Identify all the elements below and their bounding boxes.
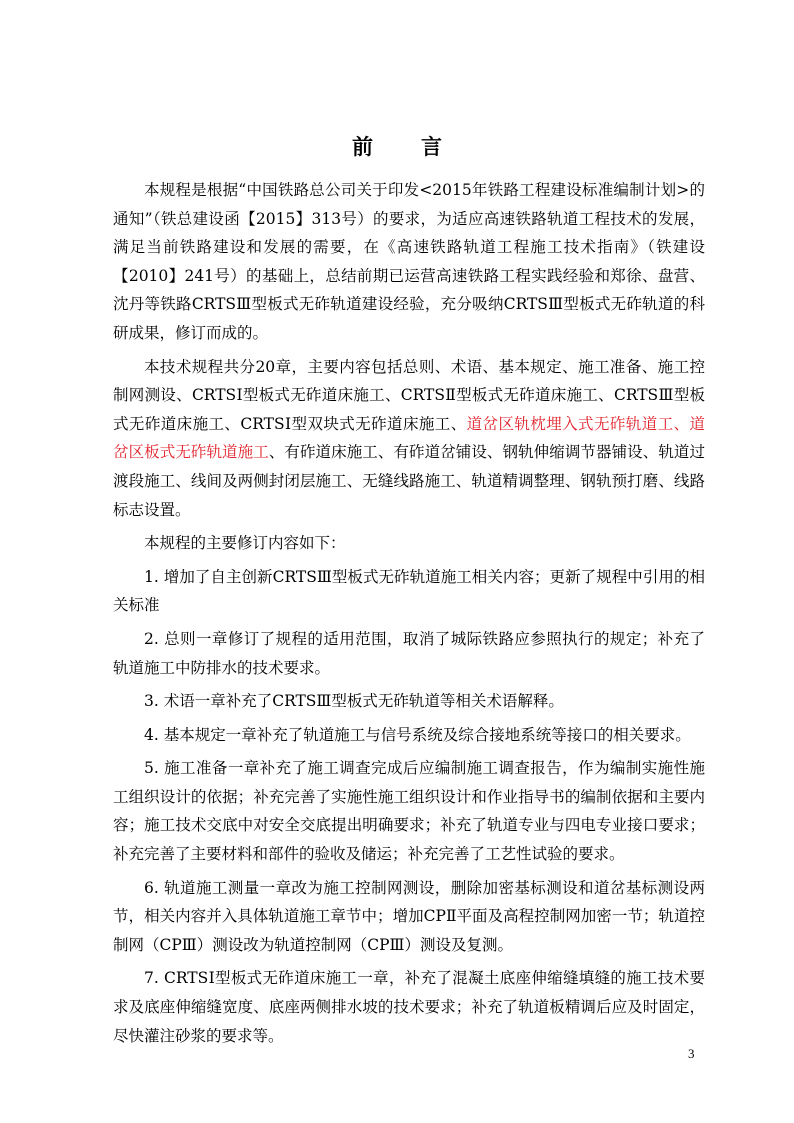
revision-item-4: 4. 基本规定一章补充了轨道施工与信号系统及综合接地系统等接口的相关要求。: [144, 725, 691, 744]
contents-text-b: 、有砟道床施工、有砟道岔铺设、钢轨伸缩调节器铺设、轨道过渡段施工、线间及两侧封闭层施工、无缝线路施工、轨道精调整理、钢轨预打磨、线路标志设置。: [113, 443, 705, 519]
revision-item-2: 2. 总则一章修订了规程的适用范围，取消了城际铁路应参照执行的规定；补充了轨道施工中防排水的技术要求。: [113, 629, 705, 677]
contents-text-a: 本技术规程共分20章，主要内容包括总则、术语、基本规定、施工准备、施工控制网测设、CRTSⅠ型板式无砟道床施工、CRTSⅡ型板式无砟道床施工、CRTSⅢ型板式无砟道床施工、CRTSⅠ型双块式无砟道床施工、: [113, 357, 705, 433]
contents-highlight: 道岔区轨枕埋入式无砟轨道工、道岔区板式无砟轨道施工: [113, 414, 705, 462]
revision-item-7: 7. CRTSⅠ型板式无砟道床施工一章，补充了混凝土底座伸缩缝填缝的施工技术要求及底座伸缩缝宽度、底座两侧排水坡的技术要求；补充了轨道板精调后应及时固定，尽快灌注砂浆的要求等。: [113, 969, 705, 1045]
paragraph-contents: [113, 353, 705, 525]
paragraph-revisions-heading: 本规程的主要修订内容如下：: [144, 534, 346, 553]
revision-item-6: 6. 轨道施工测量一章改为施工控制网测设，删除加密基标测设和道岔基标测设两节，相关内容并入具体轨道施工章节中；增加CPⅡ平面及高程控制网加密一节；轨道控制网（CPⅢ）测设改为轨道控制网（CPⅢ）测设及复测。: [113, 878, 705, 954]
revision-item-1: 1. 增加了自主创新CRTSⅢ型板式无砟轨道施工相关内容；更新了规程中引用的相关标准: [113, 567, 705, 615]
revision-item-3: 3. 术语一章补充了CRTSⅢ型板式无砟轨道等相关术语解释。: [144, 692, 564, 711]
title-char-2: 言: [421, 134, 442, 159]
page-title: [0, 131, 794, 161]
document-body: [113, 176, 705, 1050]
revision-item-5: 5. 施工准备一章补充了施工调查完成后应编制施工调查报告，作为编制实施性施工组织设计的依据；补充完善了实施性施工组织设计和作业指导书的编制依据和主要内容；施工技术交底中对安全交底提出明确要求；补充了轨道专业与四电专业接口要求；补充完善了主要材料和部件的验收及储运；补充完善了工艺性试验的要求。: [113, 759, 705, 864]
paragraph-intro: 本规程是根据“中国铁路总公司关于印发<2015年铁路工程建设标准编制计划>的通知”（铁总建设函【2015】313号）的要求，为适应高速铁路轨道工程技术的发展，满足当前铁路建设和发展的需要，在《高速铁路轨道工程施工技术指南》（铁建设【2010】241号）的基础上，总结前期已运营高速铁路工程实践经验和郑徐、盘营、沈丹等铁路CRTSⅢ型板式无砟轨道建设经验，充分吸纳CRTSⅢ型板式无砟轨道的科研成果，修订而成的。: [113, 181, 705, 342]
title-char-1: 前: [352, 134, 373, 159]
page-number: 3: [688, 1046, 695, 1061]
